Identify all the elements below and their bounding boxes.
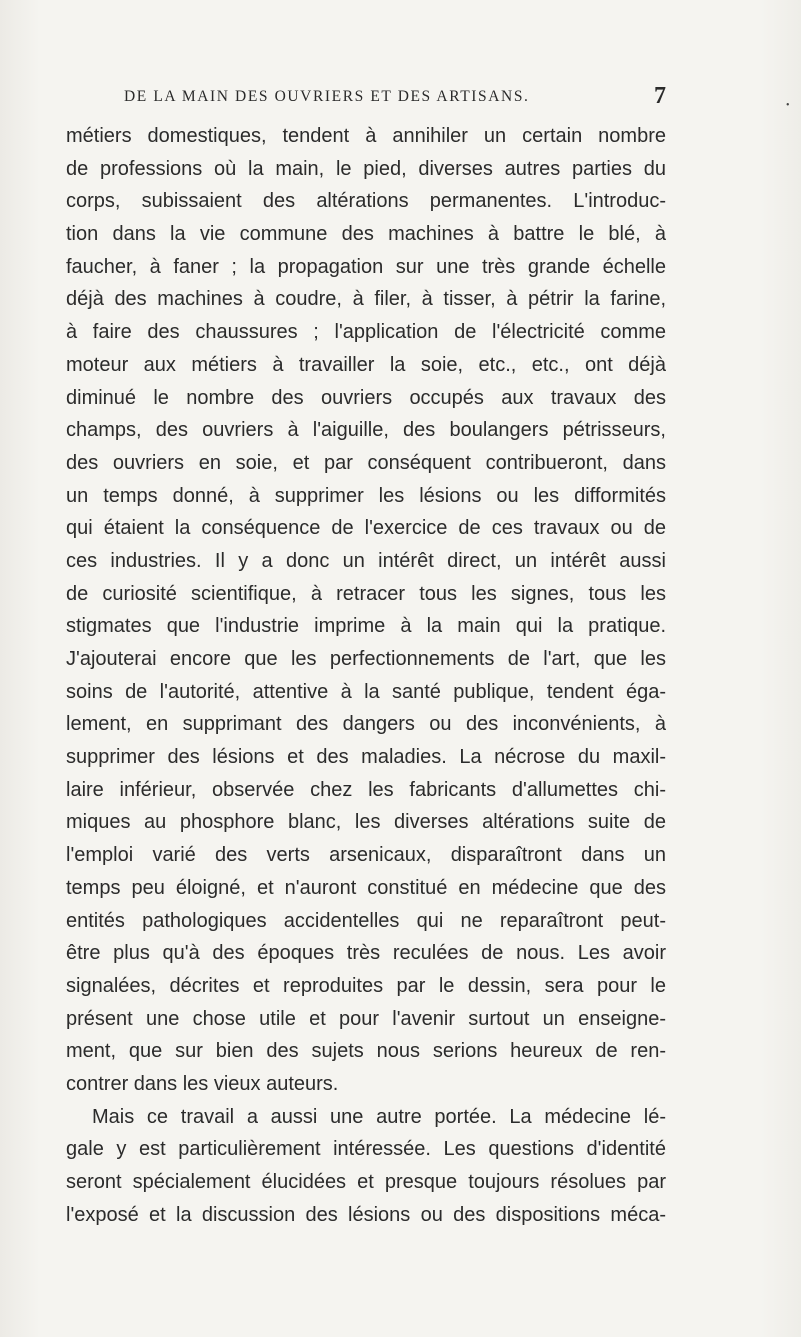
- text-line: supprimer des lésions et des maladies. La nécrose du maxil-: [66, 746, 666, 769]
- text-line: à faire des chaussures ; l'application de l'électricité comme: [66, 321, 666, 344]
- text-line: déjà des machines à coudre, à filer, à tisser, à pétrir la farine,: [66, 288, 666, 311]
- paragraph-2: [66, 1101, 666, 1232]
- text-line: moteur aux métiers à travailler la soie, etc., etc., ont déjà: [66, 353, 666, 376]
- text-line: signalées, décrites et reproduites par le dessin, sera pour le: [66, 974, 666, 997]
- text-line: qui étaient la conséquence de l'exercice de ces travaux ou de: [66, 517, 666, 540]
- text-line: faucher, à faner ; la propagation sur une très grande échelle: [66, 255, 666, 278]
- text-line: temps peu éloigné, et n'auront constitué en médecine que des: [66, 876, 666, 899]
- text-line: diminué le nombre des ouvriers occupés aux travaux des: [66, 386, 666, 409]
- text-line: lement, en supprimant des dangers ou des inconvénients, à: [66, 713, 666, 736]
- text-line: corps, subissaient des altérations permanentes. L'introduc-: [66, 190, 666, 213]
- paragraph-1: [66, 120, 666, 1101]
- text-line: Mais ce travail a aussi une autre portée. La médecine lé-: [92, 1105, 666, 1128]
- body-text: [66, 120, 666, 1231]
- margin-mark: •: [786, 100, 790, 111]
- text-line: de curiosité scientifique, à retracer tous les signes, tous les: [66, 582, 666, 605]
- text-line: stigmates que l'industrie imprime à la main qui la pratique.: [66, 615, 666, 638]
- text-line: J'ajouterai encore que les perfectionnements de l'art, que les: [66, 648, 666, 670]
- text-line: ment, que sur bien des sujets nous serions heureux de ren-: [66, 1040, 666, 1063]
- text-line: des ouvriers en soie, et par conséquent contribueront, dans: [66, 451, 666, 474]
- text-line: ces industries. Il y a donc un intérêt direct, un intérêt aussi: [66, 549, 666, 572]
- text-line: l'emploi varié des verts arsenicaux, disparaîtront dans un: [66, 844, 666, 867]
- text-line: entités pathologiques accidentelles qui ne reparaîtront peut-: [66, 909, 666, 932]
- page-number: 7: [654, 83, 666, 109]
- running-title: DE LA MAIN DES OUVRIERS ET DES ARTISANS.: [124, 88, 530, 105]
- text-line: de professions où la main, le pied, diverses autres parties du: [66, 157, 666, 180]
- text-line: métiers domestiques, tendent à annihiler un certain nombre: [66, 125, 666, 147]
- text-line: un temps donné, à supprimer les lésions ou les difformités: [66, 484, 666, 507]
- text-line: champs, des ouvriers à l'aiguille, des boulangers pétrisseurs,: [66, 419, 666, 442]
- page-header: [124, 83, 666, 112]
- text-line: contrer dans les vieux auteurs.: [66, 1072, 339, 1095]
- text-line: présent une chose utile et pour l'avenir surtout un enseigne-: [66, 1007, 666, 1030]
- text-line: être plus qu'à des époques très reculées de nous. Les avoir: [66, 942, 666, 965]
- text-line: seront spécialement élucidées et presque toujours résolues par: [66, 1171, 666, 1193]
- text-line: l'exposé et la discussion des lésions ou des dispositions méca-: [66, 1203, 666, 1226]
- text-line: tion dans la vie commune des machines à battre le blé, à: [66, 223, 666, 246]
- text-line: soins de l'autorité, attentive à la santé publique, tendent éga-: [66, 680, 666, 703]
- text-line: miques au phosphore blanc, les diverses altérations suite de: [66, 811, 666, 834]
- text-line: laire inférieur, observée chez les fabricants d'allumettes chi-: [66, 778, 666, 801]
- text-line: gale y est particulièrement intéressée. Les questions d'identité: [66, 1138, 666, 1161]
